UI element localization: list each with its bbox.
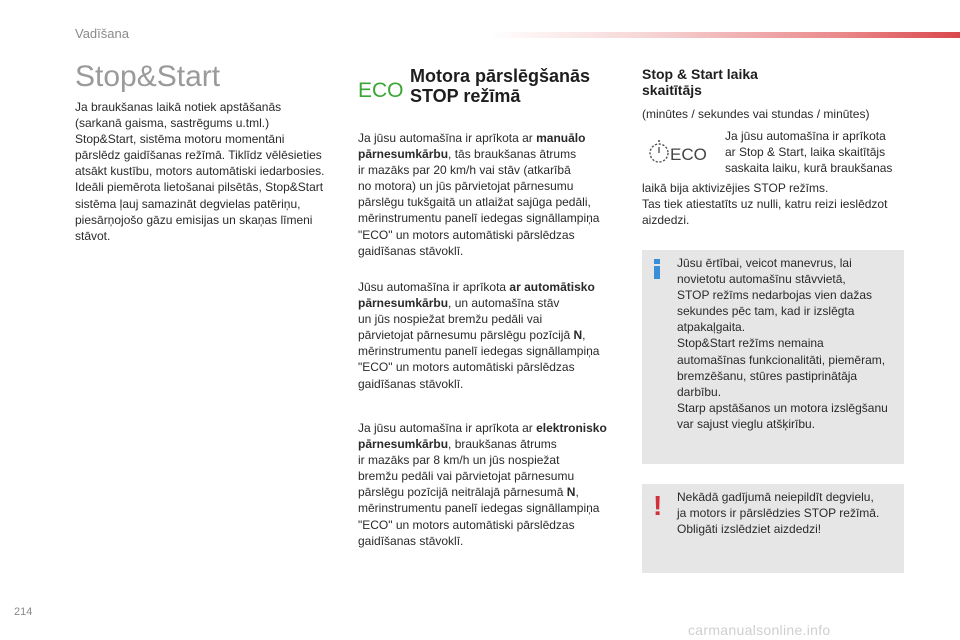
text-span: Ja jūsu automašīna ir aprīkota ar (358, 421, 537, 435)
info-note (677, 255, 903, 432)
paragraph-line: ir mazāks par 8 km/h un jūs nospiežat (358, 453, 560, 468)
text-span: Jūsu automašīna ir aprīkota (358, 280, 510, 294)
timer-paragraph-b (642, 180, 912, 228)
paragraph-line: gaidīšanas stāvoklī. (358, 533, 464, 548)
intro-line: piesārņojošo gāzu emisijas un skaņas līmeni (75, 212, 313, 227)
header-accent-bar (490, 32, 960, 38)
page-title: Stop&Start (75, 60, 221, 93)
paragraph-line: pārslēgu tukšgaitā un atlaižat sajūga pedāli, (358, 195, 591, 210)
paragraph-line: ir mazāks par 20 km/h vai stāv (atkarībā (358, 163, 571, 178)
text-span: Ja jūsu automašīna ir aprīkota ar (358, 131, 537, 145)
paragraph-line: gaidīšanas stāvoklī. (358, 376, 464, 391)
warning-line: Nekādā gadījumā neiepildīt degvielu, (677, 490, 874, 504)
paragraph-line: Tas tiek atiestatīts uz nulli, katru reizi ieslēdzot (642, 197, 888, 212)
warning-icon: ! (653, 490, 663, 521)
text-span: , tās braukšanas ātrums (448, 147, 577, 162)
warning-line: ja motors ir pārslēdzies STOP režīmā. (677, 506, 880, 521)
paragraph-line: "ECO" un motors automātiski pārslēdzas (358, 227, 575, 242)
text-span: , (575, 485, 579, 500)
page-number: 214 (14, 606, 33, 618)
automatic-gearbox-paragraph (358, 279, 626, 392)
intro-line: Ja braukšanas laikā notiek apstāšanās (75, 100, 282, 114)
motor-stop-title-line1: Motora pārslēgšanās (410, 66, 591, 86)
paragraph-line: ar Stop & Start, laika skaitītājs (725, 145, 886, 160)
paragraph-line: Ja jūsu automašīna ir aprīkota (725, 129, 886, 143)
info-line: atpakaļgaita. (677, 320, 746, 335)
electronic-gearbox-term: elektronisko pārnesumkārbu (358, 421, 607, 452)
info-line: bremzēšanu, stūres pastiprinātāja (677, 368, 858, 383)
timer-title-line1: Stop & Start laika (642, 66, 758, 82)
paragraph-line: no motora) un jūs pārvietojat pārnesumu (358, 179, 574, 194)
warning-note (677, 489, 897, 537)
paragraph-line: saskaita laiku, kurā braukšanas (725, 161, 893, 176)
automatic-gearbox-term: ar automātisko pārnesumkārbu (358, 280, 595, 311)
intro-line: stāvot. (75, 228, 111, 243)
info-line: novietotu automašīnu stāvvietā, (677, 272, 846, 287)
eco-icon-label: ECO (358, 79, 404, 100)
eco-timer-label: ECO (670, 145, 707, 164)
paragraph-line: laikā bija aktivizējies STOP režīms. (642, 181, 829, 195)
warning-line: Obligāti izslēdziet aizdedzi! (677, 522, 822, 537)
text-span: , braukšanas ātrums (448, 437, 557, 452)
paragraph-line: un jūs nospiežat bremžu pedāli vai (358, 312, 543, 327)
text-span: pārslēgu pozīcijā neitrālajā pārnesumā (358, 485, 567, 500)
timer-units: (minūtes / sekundes vai stundas / minūtes) (642, 107, 870, 121)
intro-line: pārslēdz gaidīšanas režīmā. Tiklīdz vēlēsieties (75, 148, 322, 163)
paragraph-line: "ECO" un motors automātiski pārslēdzas (358, 517, 575, 532)
paragraph-line: gaidīšanas stāvoklī. (358, 243, 464, 258)
intro-line: (sarkanā gaisma, sastrēgums u.tml.) (75, 116, 270, 131)
eco-timer-icon (648, 140, 714, 173)
intro-line: Ideāli piemērota lietošanai pilsētās, Stop&Start (75, 180, 324, 195)
info-line: automašīnas funkcionalitāti, piemēram, (677, 352, 886, 367)
eco-indicator-icon (358, 78, 404, 105)
electronic-gearbox-paragraph (358, 420, 626, 549)
motor-stop-title-line2: STOP režīmā (410, 86, 521, 106)
paragraph-line: bremžu pedāli vai pārvietojat pārnesumu (358, 469, 575, 484)
info-line: darbību. (677, 384, 722, 399)
intro-paragraph (75, 99, 340, 244)
paragraph-line: "ECO" un motors automātiski pārslēdzas (358, 360, 575, 375)
paragraph-line: mērinstrumentu panelī iedegas signāllampiņa (358, 344, 600, 359)
paragraph-line: mērinstrumentu panelī iedegas signāllampiņa (358, 211, 600, 226)
intro-line: Stop&Start, sistēma motoru momentāni (75, 132, 285, 147)
manual-gearbox-paragraph (358, 130, 626, 259)
motor-stop-title (410, 66, 610, 106)
info-line: Jūsu ērtībai, veicot manevrus, lai (677, 256, 852, 270)
paragraph-line: mērinstrumentu panelī iedegas signāllampiņa (358, 501, 600, 516)
info-line: sekundes pēc tam, kad ir izslēgta (677, 304, 855, 319)
intro-line: atsākt kustību, motors automātiski iedarbosies. (75, 164, 325, 179)
info-line: var sajust vieglu atšķirību. (677, 416, 816, 431)
info-icon (650, 259, 664, 279)
info-line: Stop&Start režīms nemaina (677, 336, 824, 351)
timer-title-line2: skaitītājs (642, 82, 702, 98)
info-line: STOP režīms nedarbojas vien dažas (677, 288, 872, 303)
timer-title (642, 66, 862, 98)
section-header: Vadīšana (75, 26, 129, 41)
manual-gearbox-term: manuālo pārnesumkārbu (358, 131, 586, 162)
intro-line: sistēma ļauj samazināt degvielas patēriņu, (75, 196, 301, 211)
watermark: carmanualsonline.info (688, 622, 831, 638)
timer-paragraph-a (725, 128, 905, 176)
info-line: Starp apstāšanos un motora izslēgšanu (677, 400, 888, 415)
text-span: , (582, 328, 586, 343)
neutral-position: N (566, 485, 576, 500)
text-span: , un automašīna stāv (448, 296, 560, 311)
text-span: pārvietojat pārnesumu pārslēgu pozīcijā (358, 328, 574, 343)
neutral-position: N (573, 328, 583, 343)
paragraph-line: aizdedzi. (642, 213, 690, 228)
